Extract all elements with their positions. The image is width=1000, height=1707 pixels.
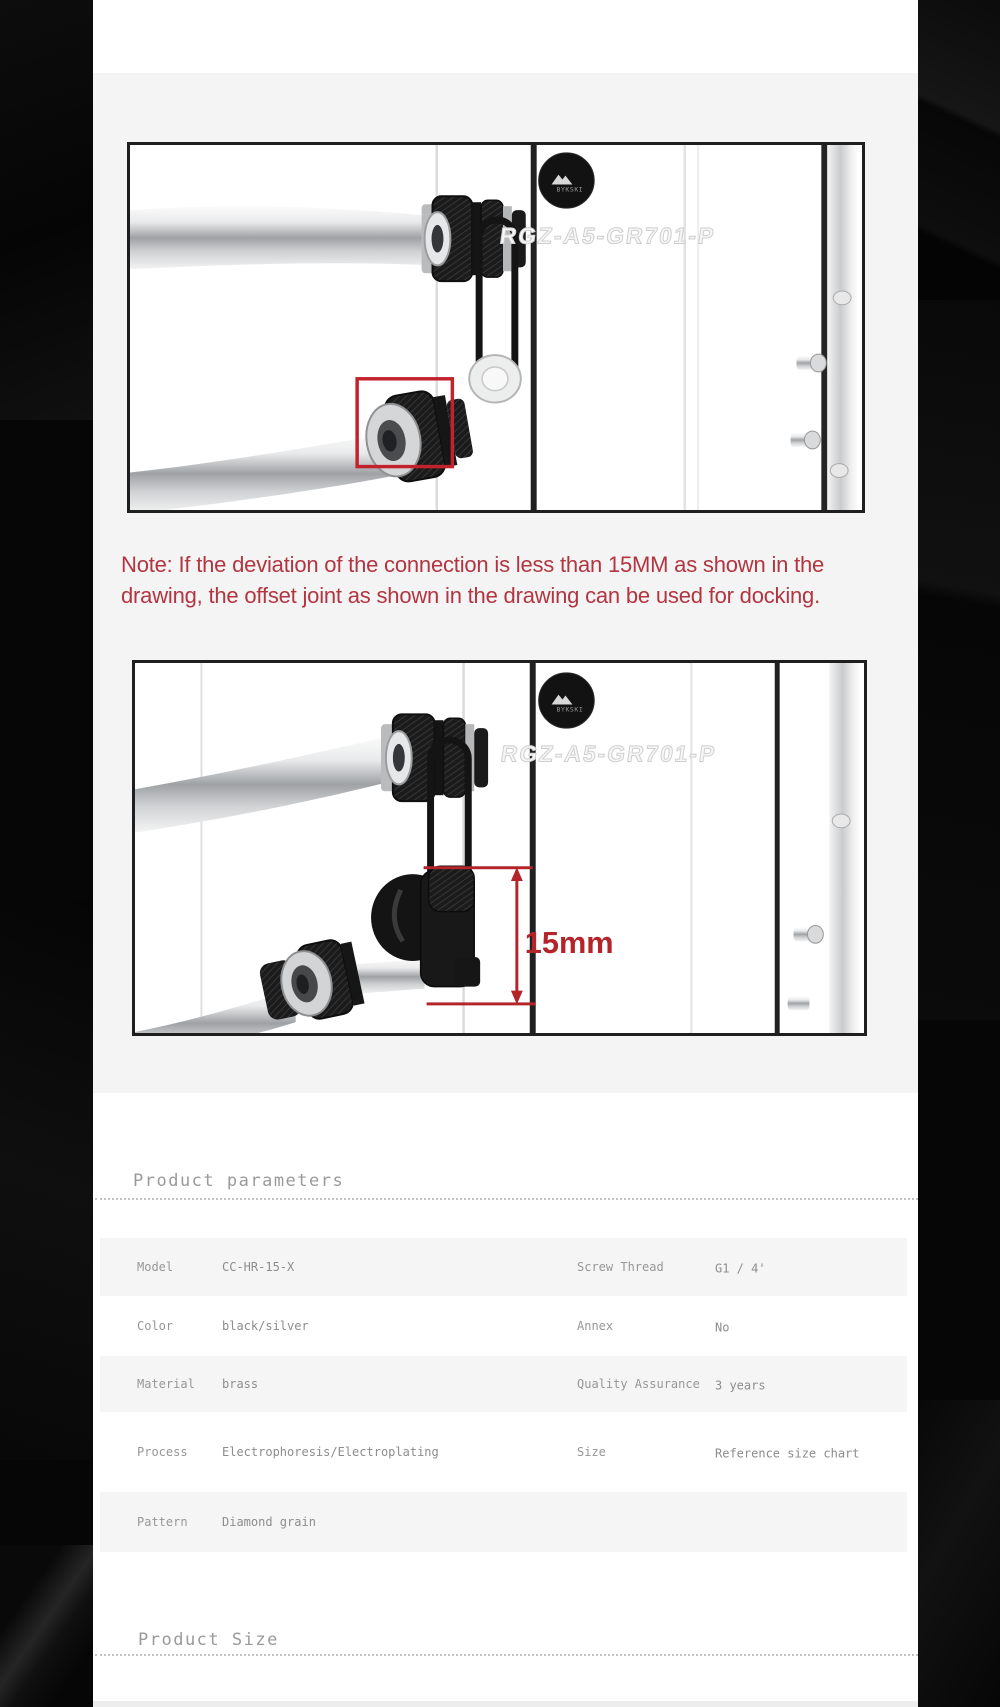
lower-fitting [256,936,366,1029]
bykski-logo-badge [539,673,595,728]
param-label: Process [137,1445,188,1459]
note-text [121,549,881,611]
divider [95,1654,918,1656]
param-label: Pattern [137,1515,188,1529]
background-texture [0,900,93,1460]
background-texture [0,0,93,420]
table-row [100,1356,907,1412]
bykski-logo-badge [539,153,595,208]
table-row [100,1296,907,1356]
upper-fitting [381,714,488,801]
param-label: Size [577,1445,606,1459]
table-row [100,1238,907,1296]
top-white-strip [93,0,918,73]
product-photo-offset-demo [127,142,865,513]
lower-tube [130,433,390,510]
param-value: Reference size chart [715,1446,860,1461]
divider [95,1198,918,1200]
param-label: Annex [577,1319,614,1333]
background-texture [0,1545,93,1707]
param-value: Electrophoresis/Electroplating [222,1445,439,1459]
note-line-1: Note: If the deviation of the connection is less than 15MM as shown in the [121,552,825,577]
param-label: Quality Assurance [577,1377,700,1391]
note-line-2: drawing, the offset joint as shown in the drawing can be used for docking. [121,583,821,608]
param-value: CC-HR-15-X [222,1260,295,1274]
panel-lines [435,145,857,510]
param-value: Diamond grain [222,1515,316,1529]
background-texture [918,1400,1000,1707]
table-row [100,1492,907,1552]
model-watermark: RGZ-A5-GR701-P [499,740,719,767]
model-watermark: RGZ-A5-GR701-P [498,222,718,249]
content-column [93,0,918,1707]
product-size-heading: Product Size [138,1630,279,1650]
next-section-edge [93,1701,918,1707]
parameters-table [100,1238,907,1552]
dimension-label: 15mm [524,926,614,961]
param-value: black/silver [222,1319,309,1333]
photo1-illustration [130,145,862,510]
param-label: Model [137,1260,174,1274]
photo2-illustration [135,663,864,1033]
param-value: 3 years [715,1378,766,1393]
background-texture [918,300,1000,1020]
param-value: G1 / 4' [715,1261,766,1276]
param-value: brass [222,1377,259,1391]
product-parameters-heading: Product parameters [133,1171,345,1191]
upper-tube [135,736,391,833]
product-photo-15mm-dimension [132,660,867,1036]
param-value: No [715,1320,730,1335]
logo-text: BYKSKI [556,185,584,194]
table-row [100,1412,907,1492]
logo-text: BYKSKI [556,705,584,714]
param-label: Screw Thread [577,1260,664,1274]
upper-tube [130,206,433,269]
glass-connector [469,355,521,402]
param-label: Material [137,1377,195,1391]
param-label: Color [137,1319,174,1333]
